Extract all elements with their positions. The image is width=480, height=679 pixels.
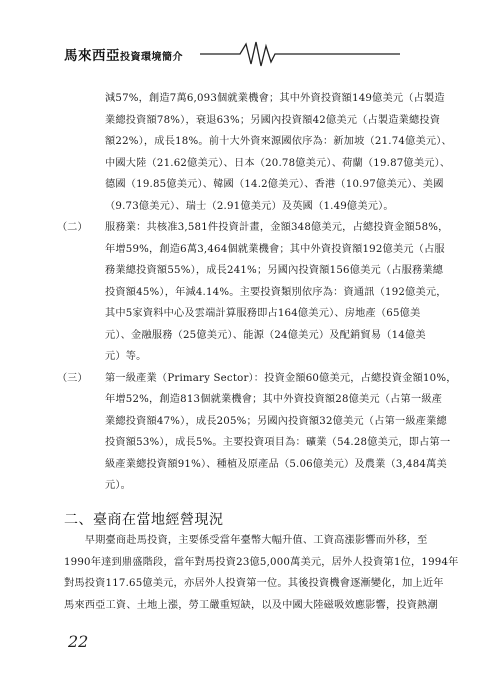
text-line: 中國大陸（21.62億美元）、日本（20.78億美元）、荷蘭（19.87億美元）、 xyxy=(105,157,451,169)
list-item-primary-sector xyxy=(57,368,457,497)
continuation-block xyxy=(68,88,452,217)
page-header xyxy=(0,40,480,70)
text-line: 馬來西亞工資、土地上漲，勞工嚴重短缺，以及中國大陸磁吸效應影響，投資熱潮 xyxy=(64,599,438,611)
header-title-main: 馬來西亞 xyxy=(64,48,120,64)
text-line: 早期臺商赴馬投資，主要係受當年臺幣大幅升值、工資高漲影響而外移，至 xyxy=(64,535,428,546)
text-line: 減57%，創造7萬6,093個就業機會；其中外資投資額149億美元（占製造 xyxy=(105,93,445,104)
text-line: 業總投資額47%），成長205%；另國內投資額32億美元（占第一級產業總 xyxy=(105,415,447,427)
text-line: 服務業：共核准3,581件投資計畫，金額348億美元，占總投資金額58%， xyxy=(105,222,449,233)
text-line: 投資額45%），年減4.14%。主要投資類別依序為：資通訊（192億美元， xyxy=(105,286,447,298)
main-content xyxy=(57,88,457,497)
text-line: 對馬投資117.65億美元，亦居外人投資第一位。其後投資機會逐漸變化，加上近年 xyxy=(64,578,444,589)
text-line: 級產業總投資額91%）、種植及原產品（5.06億美元）及農業（3,484萬美 xyxy=(105,458,447,470)
text-line: 業總投資額78%），衰退63%；另國內投資額42億美元（占製造業總投資 xyxy=(105,114,441,126)
text-line: 元）、金融服務（25億美元）、能源（24億美元）及配銷貿易（14億美 xyxy=(105,329,426,341)
header-title xyxy=(64,44,183,64)
list-item-services xyxy=(57,217,449,368)
text-line: 第一級產業（Primary Sector）：投資金額60億美元，占總投資金額10%， xyxy=(105,372,457,384)
list-item-number: （三） xyxy=(57,372,88,384)
header-wave-decoration xyxy=(200,40,440,70)
text-line: （9.73億美元）、瑞士（2.91億美元）及英國（1.49億美元）。 xyxy=(105,200,394,212)
list-item-number: （二） xyxy=(57,222,88,233)
text-line: 投資額53%），成長5%。主要投資項目為：礦業（54.28億美元，即占第一 xyxy=(105,437,451,448)
text-line: 其中5家資料中心及雲端計算服務即占164億美元）、房地產（65億美 xyxy=(105,308,421,319)
text-line: 德國（19.85億美元）、韓國（14.2億美元）、香港（10.97億美元）、美國 xyxy=(105,179,444,190)
text-line: 元）等。 xyxy=(105,351,147,362)
section-paragraph xyxy=(64,530,459,616)
text-line: 額22%），成長18%。前十大外資來源國依序為：新加坡（21.74億美元）、 xyxy=(105,136,452,147)
header-title-sub: 投資環境簡介 xyxy=(120,52,183,63)
text-line: 務業總投資額55%），成長241%；另國內投資額156億美元（占服務業總 xyxy=(105,265,444,276)
text-line: 年增59%，創造6萬3,464個就業機會；其中外資投資額192億美元（占服 xyxy=(105,243,445,255)
text-line: 元）。 xyxy=(105,480,132,491)
text-line: 年增52%，創造813個就業機會；其中外資投資額28億美元（占第一級產 xyxy=(105,394,443,405)
page-number: 22 xyxy=(68,632,89,651)
text-line: 1990年達到鼎盛階段，當年對馬投資23億5,000萬美元，居外人投資第1位，1994年 xyxy=(64,556,459,568)
section-title: 二、臺商在當地經營現況 xyxy=(64,511,224,528)
